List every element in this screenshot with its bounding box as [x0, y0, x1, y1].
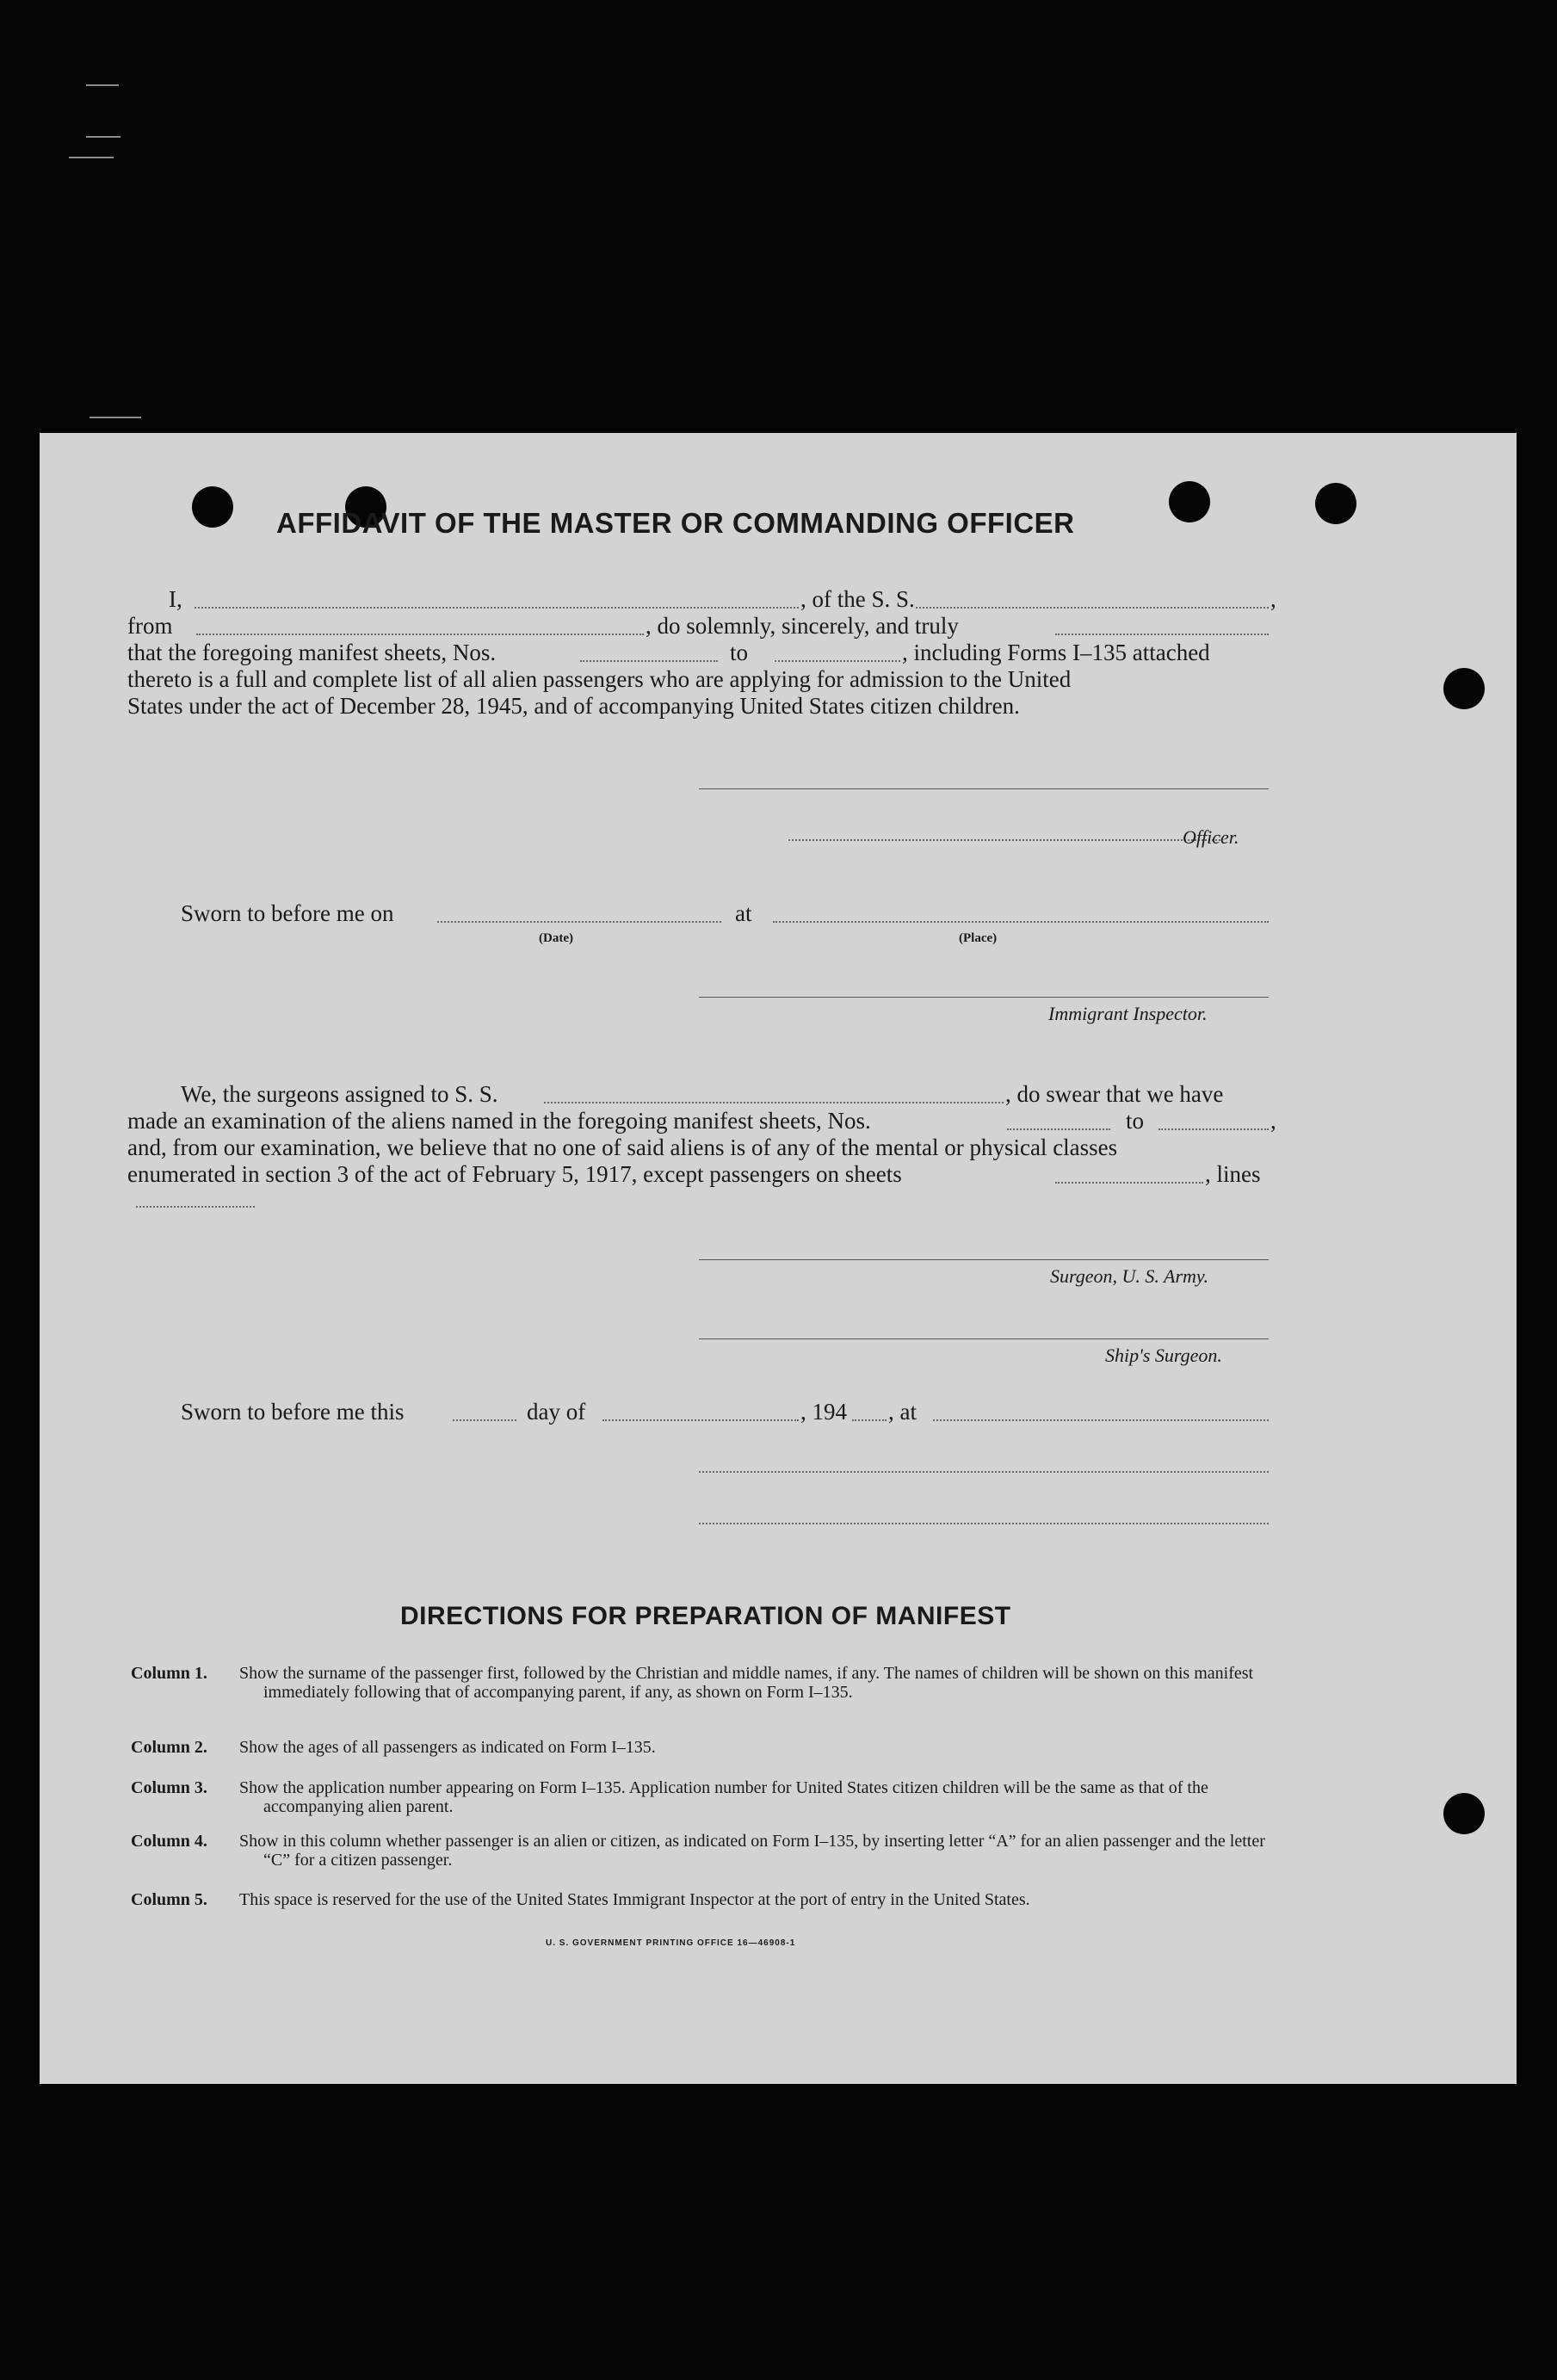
- manifest-sheets-text: that the foregoing manifest sheets, Nos.: [127, 640, 497, 665]
- punch-hole: [1169, 481, 1210, 522]
- scan-mark: [86, 84, 119, 86]
- sworn-at-label: at: [735, 900, 752, 926]
- punch-hole: [1443, 1793, 1485, 1834]
- surgeons-text-b: , do swear that we have: [1005, 1081, 1224, 1107]
- ship-name-blank[interactable]: [916, 607, 1269, 609]
- year-blank[interactable]: [852, 1419, 887, 1421]
- comma: ,: [1270, 586, 1276, 612]
- day-blank[interactable]: [453, 1419, 516, 1421]
- master-name-blank[interactable]: [195, 607, 799, 609]
- army-surgeon-signature-line[interactable]: [699, 1259, 1269, 1260]
- column-1-text: Show the surname of the passenger first, followed by the Christian and middle names, if any. The names of children will be shown on this manifest immediately following that of accompanying parent, if any, as shown on Form I–135.: [239, 1664, 1254, 1702]
- surgeons-ship-blank[interactable]: [544, 1102, 1004, 1103]
- year-label: , 194: [800, 1399, 847, 1425]
- from-label: from: [127, 613, 173, 639]
- of-the-ss-label: , of the S. S.: [800, 586, 915, 612]
- place-blank[interactable]: [933, 1419, 1269, 1421]
- solemnly-text: , do solemnly, sincerely, and truly: [646, 613, 959, 639]
- scan-mark: [69, 157, 114, 158]
- day-of-label: day of: [527, 1399, 586, 1425]
- surgeons-to-label: to: [1126, 1108, 1145, 1134]
- affidavit-title: AFFIDAVIT OF THE MASTER OR COMMANDING OFFICER: [276, 507, 1075, 539]
- punch-hole: [192, 486, 233, 528]
- lines-label: , lines: [1205, 1161, 1261, 1187]
- affidavit-line4: thereto is a full and complete list of all alien passengers who are applying for admission to the United: [127, 666, 1072, 692]
- column-2-label: Column 2.: [131, 1738, 207, 1757]
- column-3-label: Column 3.: [131, 1778, 207, 1797]
- lines-blank[interactable]: [136, 1206, 255, 1208]
- forms-attached-text: , including Forms I–135 attached: [902, 640, 1210, 665]
- officer-signature-blank[interactable]: [699, 1471, 1269, 1473]
- surgeons-text-a: We, the surgeons assigned to S. S.: [181, 1081, 498, 1107]
- surgeons-text-d: and, from our examination, we believe that no one of said aliens is of any of the mental or physical classes: [127, 1134, 1118, 1160]
- punch-hole: [1315, 483, 1356, 524]
- column-2-text: Show the ages of all passengers as indicated on Form I–135.: [239, 1738, 656, 1757]
- column-5-text: This space is reserved for the use of the United States Immigrant Inspector at the port of entry in the United States.: [239, 1890, 1030, 1909]
- affidavit-i: I,: [169, 586, 182, 612]
- sworn-this-label: Sworn to before me this: [181, 1399, 405, 1425]
- officer-title-blank[interactable]: [699, 1523, 1269, 1524]
- sworn-place-blank[interactable]: [773, 921, 1269, 923]
- directions-title: DIRECTIONS FOR PREPARATION OF MANIFEST: [400, 1602, 1011, 1630]
- surgeons-sheets-from-blank[interactable]: [1007, 1128, 1110, 1130]
- column-4-label: Column 4.: [131, 1832, 207, 1851]
- to-label: to: [730, 640, 749, 665]
- form-page: [40, 433, 1517, 2084]
- comma: ,: [1270, 1108, 1276, 1134]
- ship-surgeon-signature-line[interactable]: [699, 1338, 1269, 1339]
- sheets-to-blank[interactable]: [775, 660, 900, 662]
- column-5-label: Column 5.: [131, 1890, 207, 1909]
- date-caption: (Date): [539, 931, 573, 945]
- column-4-text: Show in this column whether passenger is an alien or citizen, as indicated on Form I–135, by inserting letter “A” for an alien passenger and the letter “C” for a citizen passenger.: [239, 1832, 1265, 1870]
- sworn-date-blank[interactable]: [437, 921, 721, 923]
- column-3-text: Show the application number appearing on Form I–135. Application number for United States citizen children will be the same as that of the accompanying alien parent.: [239, 1778, 1208, 1816]
- except-sheets-blank[interactable]: [1055, 1182, 1203, 1184]
- sworn-on-label: Sworn to before me on: [181, 900, 394, 926]
- officer-caption: Officer.: [1183, 826, 1239, 848]
- affirm-blank[interactable]: [1055, 634, 1269, 635]
- affidavit-line5: States under the act of December 28, 1945, and of accompanying United States citizen children.: [127, 693, 1020, 719]
- month-blank[interactable]: [602, 1419, 799, 1421]
- surgeons-sheets-to-blank[interactable]: [1158, 1128, 1269, 1130]
- inspector-caption: Immigrant Inspector.: [1048, 1003, 1208, 1024]
- punch-hole: [1443, 668, 1485, 709]
- surgeons-text-e: enumerated in section 3 of the act of February 5, 1917, except passengers on sheets: [127, 1161, 902, 1187]
- scan-mark: [90, 417, 141, 418]
- column-1-label: Column 1.: [131, 1664, 207, 1683]
- place-caption: (Place): [959, 931, 998, 945]
- master-signature-line[interactable]: [699, 788, 1269, 789]
- inspector-signature-line[interactable]: [699, 997, 1269, 998]
- ship-surgeon-caption: Ship's Surgeon.: [1105, 1345, 1222, 1366]
- surgeons-text-c: made an examination of the aliens named in the foregoing manifest sheets, Nos.: [127, 1108, 871, 1134]
- scan-mark: [86, 136, 120, 138]
- at-label: , at: [888, 1399, 917, 1425]
- printing-office-footer: U. S. GOVERNMENT PRINTING OFFICE 16—46908-1: [546, 1938, 796, 1948]
- from-port-blank[interactable]: [196, 634, 644, 635]
- army-surgeon-caption: Surgeon, U. S. Army.: [1050, 1265, 1208, 1287]
- sheets-from-blank[interactable]: [580, 660, 718, 662]
- officer-title-blank[interactable]: [788, 839, 1220, 841]
